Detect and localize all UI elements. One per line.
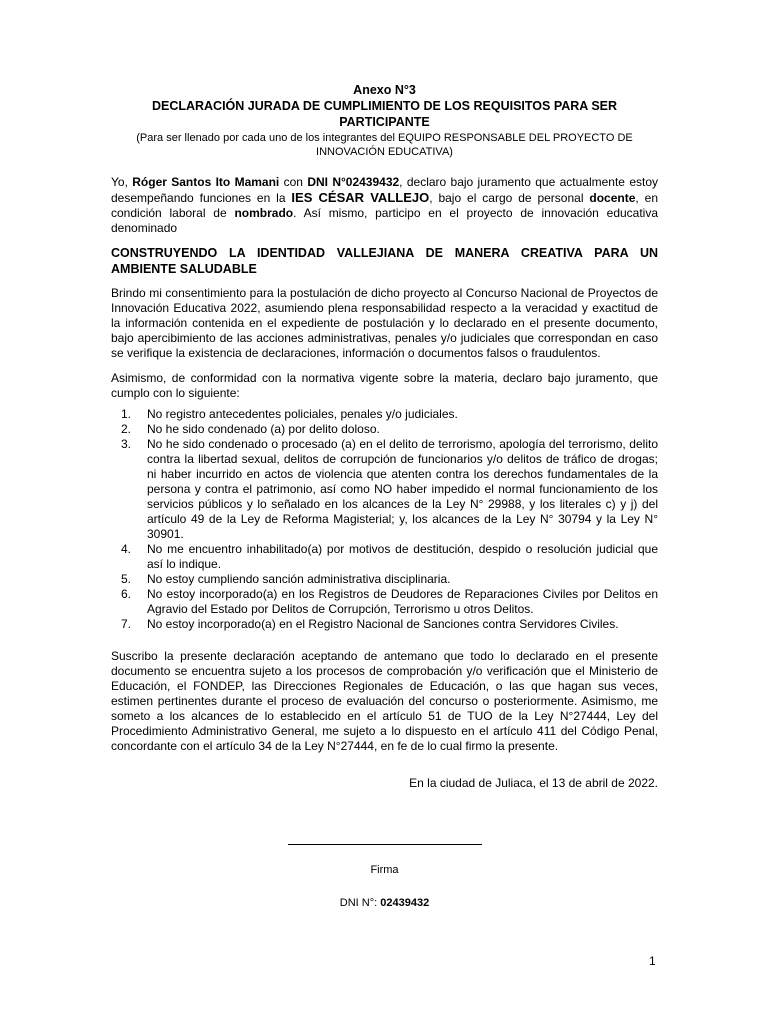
list-item-text: No he sido condenado o procesado (a) en el delito de terrorismo, apología del terrorismo, delito contra la libertad sexual, delitos de corrupción de funcionarios y/o delitos de tráfico de drogas; ni haber incurrido en actos de violencia que atenten contra los derechos fundamentales de la persona y contra el patrimonio, así como NO haber impedido el normal funcionamiento de los servicios públicos y lo señalado en los alcances de la Ley N° 29988, y los literales c) y j) del artículo 49 de la Ley de Reforma Magisterial; y, los alcances de la Ley N° 30794 y la Ley N° 30901. (147, 437, 658, 541)
list-item (111, 572, 658, 587)
list-item-number: 4. (121, 542, 132, 556)
place-and-date: En la ciudad de Juliaca, el 13 de abril de 2022. (409, 776, 658, 790)
list-item-text: No he sido condenado (a) por delito doloso. (147, 422, 380, 436)
fill-instructions: (Para ser llenado por cada uno de los integrantes del EQUIPO RESPONSABLE DEL PROYECTO DE INNOVACIÓN EDUCATIVA) (136, 132, 633, 158)
employment-status: nombrado (234, 206, 294, 220)
oath-paragraph: Asimismo, de conformidad con la normativa vigente sobre la materia, declaro bajo juramento, que cumplo con lo siguiente: (111, 371, 658, 400)
list-item-number: 1. (121, 407, 132, 421)
closing-paragraph: Suscribo la presente declaración aceptando de antemano que todo lo declarado en el presente documento se encuentra sujeto a los procesos de comprobación y/o verificación que el Ministerio de Educación, el FONDEP, las Direcciones Regionales de Educación, o las que hagan sus veces, estimen pertinentes durante el proceso de evaluación del concurso o posteriormente. Asimismo, me someto a los alcances de lo establecido en el artículo 51 de TUO de la Ley N°27444, Ley del Procedimiento Administrativo General, me sujeto a lo dispuesto en el artículo 411 del Código Penal, concordante con el artículo 34 de la Ley N°27444, en fe de lo cual firmo la presente. (111, 649, 658, 753)
list-item-text: No registro antecedentes policiales, penales y/o judiciales. (147, 407, 458, 421)
annex-title: Anexo N°3 (353, 83, 416, 97)
list-item-number: 5. (121, 572, 132, 586)
list-item-number: 2. (121, 422, 132, 436)
list-item (111, 542, 658, 572)
list-item-text: No me encuentro inhabilitado(a) por motivos de destitución, despido o resolución judicial que así lo indique. (147, 542, 658, 571)
dni-value: 02439432 (380, 897, 430, 909)
role: docente (589, 191, 636, 205)
consent-paragraph: Brindo mi consentimiento para la postulación de dicho proyecto al Concurso Nacional de Proyectos de Innovación Educativa 2022, asumiendo plena responsabilidad respecto a la veracidad y exactitud de la información contenida en el expediente de postulación y lo declarado en el presente documento, bajo apercibimiento de las acciones administrativas, penales y/o judiciales que correspondan en caso se verifique la existencia de declaraciones, información o documentos falsos o fraudulentos. (111, 286, 658, 360)
requirements-list (111, 407, 658, 632)
declarant-name: Róger Santos Ito Mamani (132, 175, 280, 189)
declarant-dni: DNI N°02439432 (307, 175, 400, 189)
list-item (111, 407, 658, 422)
intro-paragraph: Yo, Róger Santos Ito Mamani con DNI N°02439432, declaro bajo juramento que actualmente estoy desempeñando funciones en la IES CÉSAR VALLEJO, bajo el cargo de personal docente, en condición laboral de nombrado. Así mismo, participo en el proyecto de innovación educativa denominado (111, 175, 659, 235)
list-item (111, 587, 658, 617)
list-item-text: No estoy incorporado(a) en el Registro Nacional de Sanciones contra Servidores Civiles. (147, 617, 619, 631)
signature-dni (111, 896, 658, 911)
list-item-number: 7. (121, 617, 132, 631)
list-item (111, 422, 658, 437)
signature-line (288, 830, 482, 845)
declaration-title: DECLARACIÓN JURADA DE CUMPLIMIENTO DE LOS REQUISITOS PARA SER PARTICIPANTE (151, 99, 618, 129)
list-item-number: 6. (121, 587, 132, 601)
signature-label: Firma (370, 864, 399, 876)
list-item-text: No estoy cumpliendo sanción administrativa disciplinaria. (147, 572, 451, 586)
document-body (111, 82, 658, 911)
list-item (111, 437, 658, 542)
list-item-number: 3. (121, 437, 132, 451)
list-item-text: No estoy incorporado(a) en los Registros de Deudores de Reparaciones Civiles por Delitos en Agravio del Estado por Delitos de Corrupción, Terrorismo u otros Delitos. (147, 587, 658, 616)
dni-label: DNI N°: (339, 897, 381, 909)
list-item (111, 617, 658, 632)
project-title: CONSTRUYENDO LA IDENTIDAD VALLEJIANA DE MANERA CREATIVA PARA UN AMBIENTE SALUDABLE (111, 246, 658, 276)
page-number: 1 (649, 954, 656, 968)
school-name: IES CÉSAR VALLEJO (291, 190, 430, 205)
